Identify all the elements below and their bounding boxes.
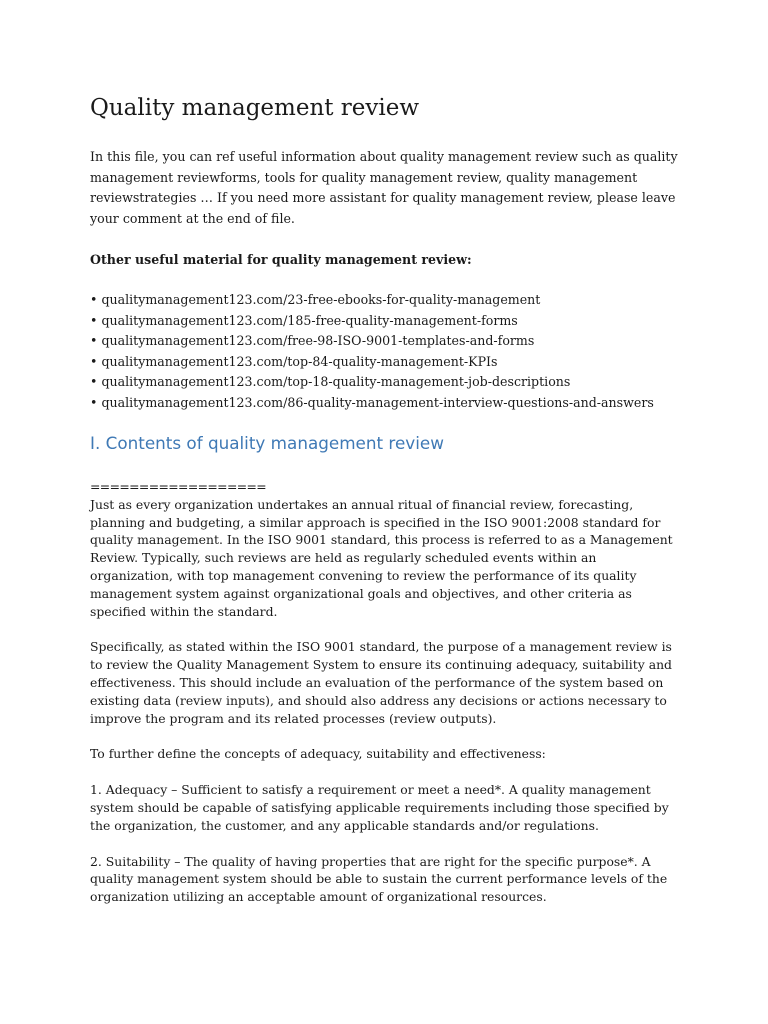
- bullet-icon: •: [90, 292, 98, 307]
- document-title: Quality management review: [90, 95, 420, 121]
- link-text[interactable]: qualitymanagement123.com/23-free-ebooks-for-quality-management: [101, 292, 541, 307]
- divider-line: ==================: [90, 479, 267, 494]
- list-item: [90, 290, 654, 311]
- link-text[interactable]: qualitymanagement123.com/top-18-quality-management-job-descriptions: [101, 374, 571, 390]
- material-links-list: [90, 290, 654, 414]
- bullet-icon: •: [90, 333, 98, 349]
- bullet-icon: •: [90, 374, 98, 390]
- section-heading: I. Contents of quality management review: [90, 433, 444, 453]
- body-paragraph: To further define the concepts of adequacy, suitability and effectiveness:: [90, 746, 546, 762]
- body-paragraph: 2. Suitability – The quality of having properties that are right for the specific purpose*. A quality management system should be able to sustain the current performance levels of the organization utilizing an acceptable amount of organizational resources.: [90, 853, 668, 905]
- list-item: [90, 393, 654, 414]
- list-item: [90, 331, 654, 352]
- link-text[interactable]: qualitymanagement123.com/top-84-quality-management-KPIs: [101, 353, 498, 369]
- material-heading: Other useful material for quality management review:: [90, 252, 472, 267]
- section-body: [90, 478, 680, 906]
- bullet-icon: •: [90, 394, 98, 410]
- link-text[interactable]: qualitymanagement123.com/free-98-ISO-9001-templates-and-forms: [101, 333, 535, 349]
- list-item: [90, 352, 654, 373]
- link-text[interactable]: qualitymanagement123.com/185-free-quality-management-forms: [101, 312, 518, 328]
- intro-paragraph: In this file, you can ref useful information about quality management review such as quality management reviewforms, tools for quality management review, quality management reviewstrategies … If you need more assistant for quality management review, please leave your comment at the end of file.: [90, 149, 678, 226]
- list-item: [90, 372, 654, 393]
- list-item: [90, 311, 654, 332]
- body-paragraph: 1. Adequacy – Sufficient to satisfy a requirement or meet a need*. A quality management system should be capable of satisfying applicable requirements including those specified by the organization, the customer, and any applicable standards and/or regulations.: [90, 782, 669, 833]
- body-paragraph: Specifically, as stated within the ISO 9001 standard, the purpose of a management review is to review the Quality Management System to ensure its continuing adequacy, suitability and effectiveness. This should include an evaluation of the performance of the system based on existing data (review inputs), and should also address any decisions or actions necessary to improve the program and its related processes (review outputs).: [90, 639, 672, 726]
- bullet-icon: •: [90, 312, 98, 328]
- bullet-icon: •: [90, 353, 98, 369]
- link-text[interactable]: qualitymanagement123.com/86-quality-management-interview-questions-and-answers: [101, 394, 654, 410]
- body-paragraph: Just as every organization undertakes an annual ritual of financial review, forecasting, planning and budgeting, a similar approach is specified in the ISO 9001:2008 standard for quality management. In the ISO 9001 standard, this process is referred to as a Management Review. Typically, such reviews are held as regularly scheduled events within an organization, with top management convening to review the performance of its quality management system against organizational goals and objectives, and other criteria as specified within the standard.: [90, 496, 673, 619]
